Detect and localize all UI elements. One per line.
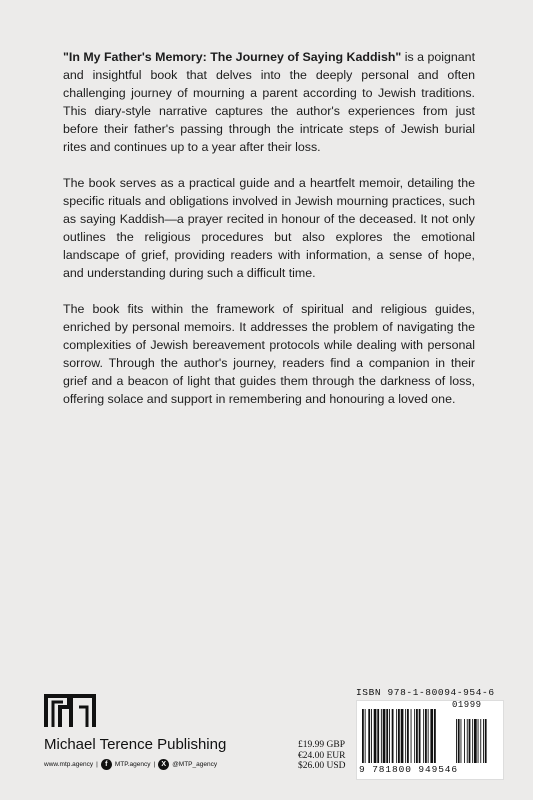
separator: |: [153, 761, 156, 768]
x-icon: X: [158, 759, 169, 770]
facebook-handle[interactable]: MTP.agency: [114, 761, 151, 768]
blurb-paragraph-2: The book serves as a practical guide and a heartfelt memoir, detailing the specific rituals and obligations involved in Jewish mourning practices, such as saying Kaddish—a prayer recited in honour of the deceased. It not only outlines the religious procedures but also explores the emotional landscape of grief, providing readers with information, a sense of hope, and understanding during such a difficult time.: [63, 176, 475, 280]
facebook-icon: f: [101, 759, 112, 770]
book-title: "In My Father's Memory: The Journey of Saying Kaddish": [63, 50, 402, 64]
barcode-digits: 9 781800 949546: [359, 764, 459, 775]
price-usd: $26.00 USD: [298, 761, 346, 771]
blurb-paragraph-1-text: is a poignant and insightful book that delves into the deeply personal and often challenging journey of mourning a parent according to Jewish traditions. This diary-style narrative captures the author's experiences from just before their father's passing through the intricate steps of Jewish burial rites and continues up to a year after their loss.: [63, 50, 476, 154]
blurb-paragraph-1: [63, 48, 475, 156]
barcode-addon-digits: 01999: [452, 700, 482, 710]
barcode-bars-icon: [362, 709, 498, 765]
separator: |: [96, 761, 98, 768]
x-handle[interactable]: @MTP_agency: [172, 761, 218, 768]
website-link[interactable]: www.mtp.agency: [44, 761, 94, 768]
price-gbp: £19.99 GBP: [298, 740, 345, 750]
publisher-name: Michael Terence Publishing: [44, 736, 227, 753]
price-list: [298, 740, 346, 772]
barcode: [356, 700, 504, 780]
isbn-label: ISBN 978-1-80094-954-6: [356, 687, 495, 698]
publisher-logo-icon: [44, 693, 96, 729]
blurb-paragraph-3: The book fits within the framework of spiritual and religious guides, enriched by personal memoirs. It addresses the problem of navigating the complexities of Jewish bereavement protocols while dealing with personal sorrow. Through the author's journey, readers find a companion in their grief and a beacon of light that guides them through the darkness of loss, offering solace and support in remembering and honouring a loved one.: [63, 302, 475, 406]
publisher-contacts: [44, 759, 217, 770]
price-eur: €24.00 EUR: [298, 750, 346, 761]
back-cover-blurb: [63, 48, 475, 426]
